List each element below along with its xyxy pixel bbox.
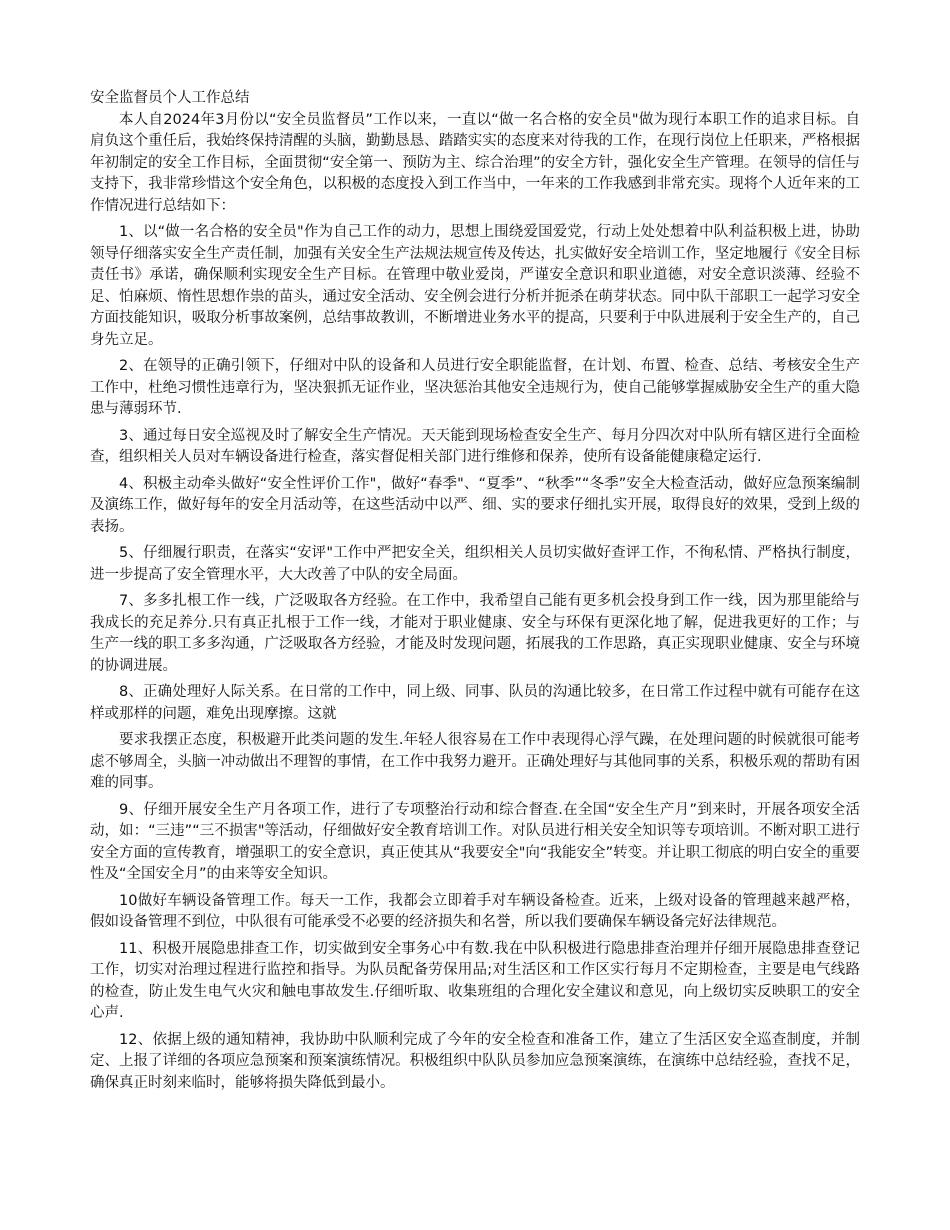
paragraph-item-9: 9、仔细开展安全生产月各项工作，进行了专项整治行动和综合督查.在全国“安全生产月”到来时，开展各项安全活动，如：“三违”“三不损害"等活动，仔细做好安全教育培训工作。对队员进行相关安全知识等专项培训。不断对职工进行安全方面的宣传教育，增强职工的安全意识，真正使其从“我要安全"向“我能安全”转变。并让职工彻底的明白安全的重要性及“全国安全月”的由来等安全知识。 — [90, 801, 860, 882]
paragraph-item-2: 2、在领导的正确引领下，仔细对中队的设备和人员进行安全职能监督，在计划、布置、检查、总结、考核安全生产工作中，杜绝习惯性违章行为，坚决狠抓无证作业，坚决惩治其他安全违规行为，使自己能够掌握威胁安全生产的重大隐患与薄弱环节. — [90, 358, 860, 417]
paragraph-item-4: 4、积极主动牵头做好“安全性评价工作"，做好“春季"、“夏季”、“秋季”“冬季”安全大检查活动，做好应急预案编制及演练工作，做好每年的安全月活动等，在这些活动中以严、细、实的要求仔细扎实开展，取得良好的效果，受到上级的表扬。 — [90, 475, 860, 535]
paragraph-item-5: 5、仔细履行职责，在落实“安评"工作中严把安全关，组织相关人员切实做好查评工作，不徇私情、严格执行制度，进一步提高了安全管理水平，大大改善了中队的安全局面。 — [90, 545, 860, 583]
paragraph-item-7: 7、多多扎根工作一线，广泛吸取各方经验。在工作中，我希望自己能有更多机会投身到工作一线，因为那里能给与我成长的充足养分.只有真正扎根于工作一线，才能对于职业健康、安全与环保有更深化地了解，促进我更好的工作；与生产一线的职工多多沟通，广泛吸取各方经验，才能及时发现问题，拓展我的工作思路，真正实现职业健康、安全与环境的协调进展。 — [90, 593, 860, 674]
paragraph-item-1: 1、以“做一名合格的安全员"作为自己工作的动力，思想上围绕爱国爱党，行动上处处想着中队利益积极上进，协助领导仔细落实安全生产责任制，加强有关安全生产法规法规宣传及传达，扎实做好安全培训工作，坚定地履行《安全目标责任书》承诺，确保顺利实现安全生产目标。在管理中敬业爱岗，严谨安全意识和职业道德，对安全意识淡薄、经验不足、怕麻烦、惰性思想作祟的苗头，通过安全活动、安全例会进行分析并扼杀在萌芽状态。同中队干部职工一起学习安全方面技能知识，吸取分析事故案例，总结事故教训，不断增进业务水平的提高，只要利于中队进展利于安全生产的，自己身先立足。 — [90, 224, 860, 348]
paragraph-item-11: 11、积极开展隐患排查工作，切实做到安全事务心中有数.我在中队积极进行隐患排查治理并仔细开展隐患排查登记工作，切实对治理过程进行监控和指导。为队员配备劳保用品;对生活区和工作区实行每月不定期检查，主要是电气线路的检查，防止发生电气火灾和触电事故发生.仔细听取、收集班组的合理化安全建议和意见，向上级切实反映职工的安全心声. — [90, 940, 860, 1021]
paragraph-item-3: 3、通过每日安全巡视及时了解安全生产情况。天天能到现场检查安全生产、每月分四次对中队所有辖区进行全面检查，组织相关人员对车辆设备进行检查，落实督促相关部门进行维修和保养，使所有设备能健康稳定运行. — [90, 427, 860, 465]
paragraph-item-8-continued: 要求我摆正态度，积极避开此类问题的发生.年轻人很容易在工作中表现得心浮气躁，在处理问题的时候就很可能考虑不够周全，头脑一冲动做出不理智的事情，在工作中我努力避开。正确处理好与其他同事的关系，积极乐观的帮助有困难的同事。 — [90, 732, 860, 791]
document-title: 安全监督员个人工作总结 — [90, 90, 250, 106]
paragraph-intro: 本人自2024年3月份以“安全员监督员”工作以来，一直以“做一名合格的安全员"做为现行本职工作的追求目标。自肩负这个重任后，我始终保持清醒的头脑，勤勤恳恳、踏踏实实的态度来对待我的工作，在现行岗位上任职来，严格根据年初制定的安全工作目标，全面贯彻“安全第一、预防为主、综合治理”的安全方针，强化安全生产管理。在领导的信任与支持下，我非常珍惜这个安全角色，以积极的态度投入到工作当中，一年来的工作我感到非常充实。现将个人近年来的工作情况进行总结如下： — [90, 111, 860, 214]
paragraph-item-10: 10做好车辆设备管理工作。每天一工作，我都会立即着手对车辆设备检查。近来，上级对设备的管理越来越严格，假如设备管理不到位，中队很有可能承受不必要的经济损失和名誉，所以我们要确保车辆设备完好法律规范。 — [90, 892, 860, 930]
paragraph-item-8: 8、正确处理好人际关系。在日常的工作中，同上级、同事、队员的沟通比较多，在日常工作过程中就有可能存在这样或那样的问题，难免出现摩擦。这就 — [90, 684, 860, 722]
document-page — [90, 88, 860, 1094]
paragraph-item-12: 12、依据上级的通知精神，我协助中队顺利完成了今年的安全检查和准备工作，建立了生活区安全巡查制度，并制定、上报了详细的各项应急预案和预案演练情况。积极组织中队队员参加应急预案演练，在演练中总结经验，查找不足，确保真正时刻来临时，能够将损失降低到最小。 — [90, 1031, 860, 1091]
